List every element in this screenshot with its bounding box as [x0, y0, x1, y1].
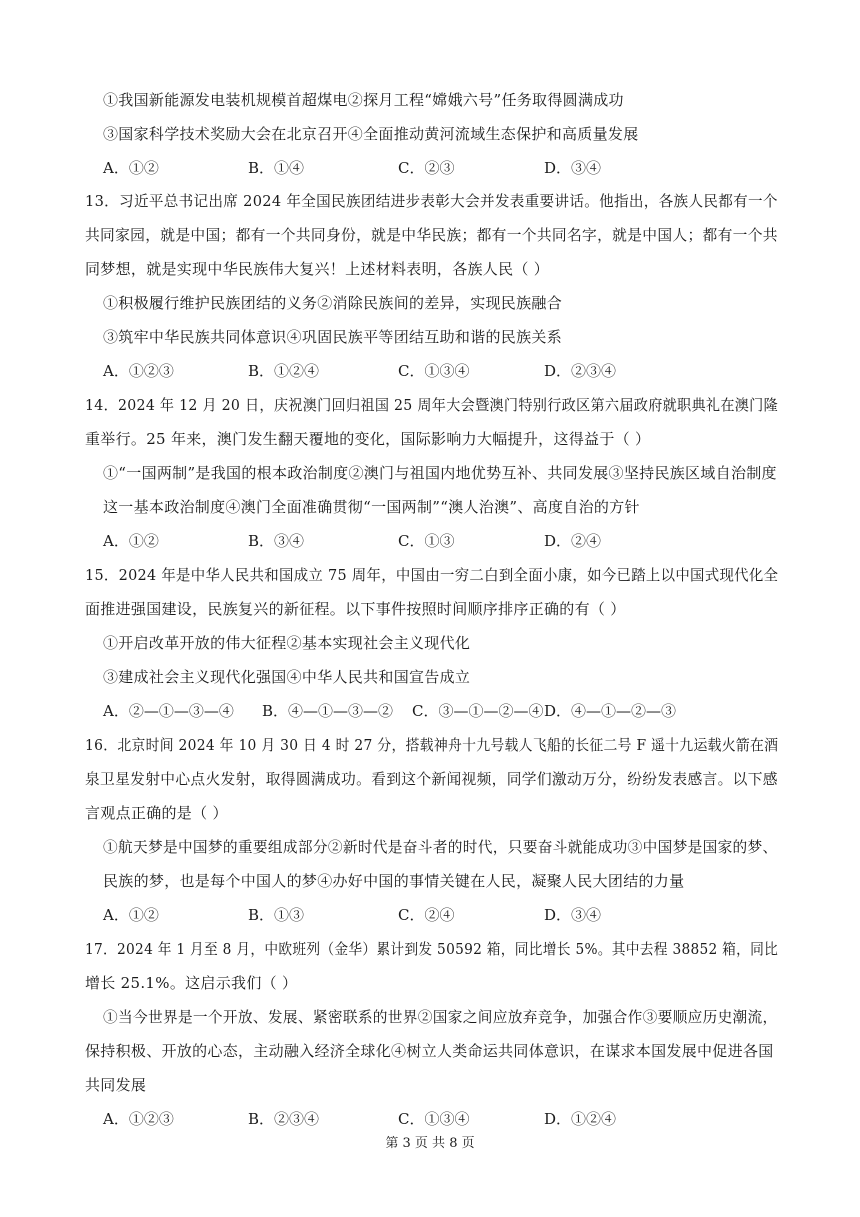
q13-stem-line-1: 13．习近平总书记出席 2024 年全国民族团结进步表彰大会并发表重要讲话。他指出，各族人民都有一个 — [85, 192, 778, 210]
q15-option-a: A．②—①—③—④ — [103, 702, 234, 720]
q15-option-c: C．③—①—②—④ — [412, 702, 544, 720]
q14-option-a: A．①② — [103, 532, 159, 550]
q15-statement-2: ③建成社会主义现代化强国④中华人民共和国宣告成立 — [103, 668, 471, 686]
q12-option-c: C．②③ — [398, 159, 455, 177]
q16-statement-2: 民族的梦，也是每个中国人的梦④办好中国的事情关键在人民，凝聚人民大团结的力量 — [103, 872, 685, 890]
q14-option-b: B．③④ — [248, 532, 305, 550]
q14-option-d: D．②④ — [544, 532, 602, 550]
page-footer: 第 3 页 共 8 页 — [385, 1136, 475, 1151]
q12-option-a: A．①② — [103, 159, 159, 177]
q14-stem-line-1: 14．2024 年 12 月 20 日，庆祝澳门回归祖国 25 周年大会暨澳门特别行政区第六届政府就职典礼在澳门隆 — [85, 396, 779, 414]
q15-option-b: B．④—①—③—② — [262, 702, 394, 720]
q13-option-b: B．①②④ — [248, 362, 320, 380]
q16-option-a: A．①② — [103, 906, 159, 924]
q12-statement-2: ③国家科学技术奖励大会在北京召开④全面推动黄河流域生态保护和高质量发展 — [103, 125, 639, 143]
q13-option-d: D．②③④ — [544, 362, 617, 380]
q17-option-b: B．②③④ — [248, 1110, 320, 1128]
q12-option-b: B．①④ — [248, 159, 305, 177]
q12-option-d: D．③④ — [544, 159, 602, 177]
q17-stem-line-2: 增长 25.1%。这启示我们（ ） — [85, 974, 298, 992]
q16-stem-line-3: 言观点正确的是（ ） — [85, 804, 228, 822]
q13-statement-1: ①积极履行维护民族团结的义务②消除民族间的差异，实现民族融合 — [103, 294, 563, 312]
q17-statement-2: 保持积极、开放的心态，主动融入经济全球化④树立人类命运共同体意识，在谋求本国发展中促进各国 — [85, 1042, 774, 1060]
q16-statement-1: ①航天梦是中国梦的重要组成部分②新时代是奋斗者的时代，只要奋斗就能成功③中国梦是国家的梦、 — [103, 838, 778, 856]
q16-stem-line-1: 16．北京时间 2024 年 10 月 30 日 4 时 27 分，搭载神舟十九号载人飞船的长征二号 F 遥十九运载火箭在酒 — [85, 736, 779, 754]
q15-option-d: D．④—①—②—③ — [544, 702, 677, 720]
q13-option-a: A．①②③ — [103, 362, 174, 380]
q13-stem-line-2: 共同家园，就是中国；都有一个共同身份，就是中华民族；都有一个共同名字，就是中国人；都有一个共 — [85, 226, 778, 244]
q15-stem-line-2: 面推进强国建设，民族复兴的新征程。以下事件按照时间顺序排序正确的有（ ） — [85, 600, 626, 618]
q16-option-c: C．②④ — [398, 906, 455, 924]
q13-stem-line-3: 同梦想，就是实现中华民族伟大复兴！上述材料表明，各族人民（ ） — [85, 260, 550, 278]
q17-option-c: C．①③④ — [398, 1110, 470, 1128]
q13-statement-2: ③筑牢中华民族共同体意识④巩固民族平等团结互助和谐的民族关系 — [103, 328, 563, 346]
q16-option-d: D．③④ — [544, 906, 602, 924]
q16-option-b: B．①③ — [248, 906, 305, 924]
q17-option-d: D．①②④ — [544, 1110, 617, 1128]
q13-option-c: C．①③④ — [398, 362, 470, 380]
q17-statement-1: ①当今世界是一个开放、发展、紧密联系的世界②国家之间应放弃竞争，加强合作③要顺应历史潮流， — [103, 1008, 778, 1026]
q17-option-a: A．①②③ — [103, 1110, 174, 1128]
q16-stem-line-2: 泉卫星发射中心点火发射，取得圆满成功。看到这个新闻视频，同学们激动万分，纷纷发表感言。以下感 — [85, 770, 778, 788]
q15-stem-line-1: 15．2024 年是中华人民共和国成立 75 周年，中国由一穷二白到全面小康，如今已踏上以中国式现代化全 — [85, 566, 779, 584]
q14-statement-1: ①“一国两制”是我国的根本政治制度②澳门与祖国内地优势互补、共同发展③坚持民族区域自治制度 — [103, 464, 777, 482]
q12-statement-1: ①我国新能源发电装机规模首超煤电②探月工程“嫦娥六号”任务取得圆满成功 — [103, 91, 624, 109]
q15-statement-1: ①开启改革开放的伟大征程②基本实现社会主义现代化 — [103, 634, 471, 652]
q17-stem-line-1: 17．2024 年 1 月至 8 月，中欧班列（金华）累计到发 50592 箱，同比增长 5%。其中去程 38852 箱，同比 — [85, 940, 779, 958]
q17-statement-3: 共同发展 — [85, 1076, 147, 1094]
q14-option-c: C．①③ — [398, 532, 455, 550]
q14-stem-line-2: 重举行。25 年来，澳门发生翻天覆地的变化，国际影响力大幅提升，这得益于（ ） — [85, 430, 651, 448]
q14-statement-2: 这一基本政治制度④澳门全面准确贯彻“一国两制”“澳人治澳”、高度自治的方针 — [103, 498, 640, 516]
